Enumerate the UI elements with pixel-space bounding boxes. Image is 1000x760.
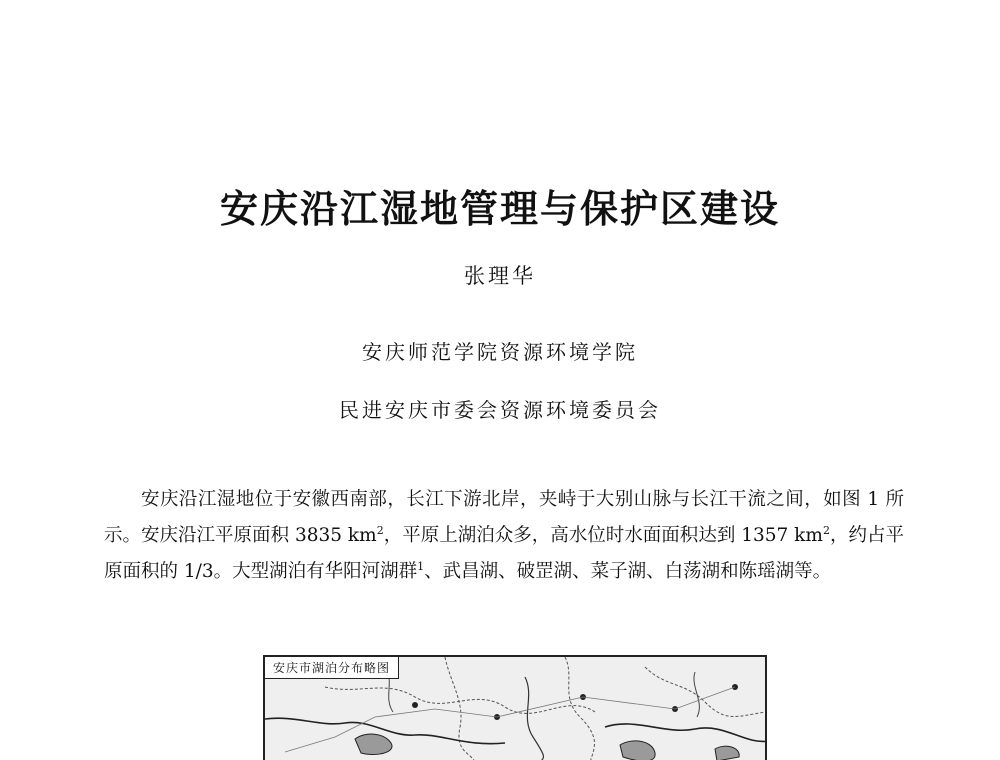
affiliation-1: 安庆师范学院资源环境学院 xyxy=(362,340,638,364)
paragraph-segment: 、武昌湖、破罡湖、菜子湖、白荡湖和陈瑶湖等。 xyxy=(424,561,832,582)
superscript: 2 xyxy=(376,523,384,537)
paragraph-segment: ，平原上湖泊众多，高水位时水面面积达到 1357 km xyxy=(383,525,823,546)
affiliation-2: 民进安庆市委会资源环境委员会 xyxy=(339,398,661,422)
paper-title: 安庆沿江湿地管理与保护区建设 xyxy=(219,187,780,231)
author-name: 张理华 xyxy=(464,264,536,288)
footnote-marker: 1 xyxy=(417,559,425,573)
map-title: 安庆市湖泊分布略图 xyxy=(265,657,399,679)
superscript: 2 xyxy=(822,523,830,537)
paragraph-segment: 安庆沿江湿地位于安徽西南部，长江下游北岸，夹峙于大别山脉与长江干流之间，如图 1 所示。安庆沿江平原面积 3835 km xyxy=(104,489,904,546)
body-paragraph xyxy=(104,482,904,590)
lake-distribution-map-figure xyxy=(263,655,767,760)
paragraph-segment: ，约占平原面积的 1/3。大型湖泊有华阳河湖群 xyxy=(104,525,904,582)
